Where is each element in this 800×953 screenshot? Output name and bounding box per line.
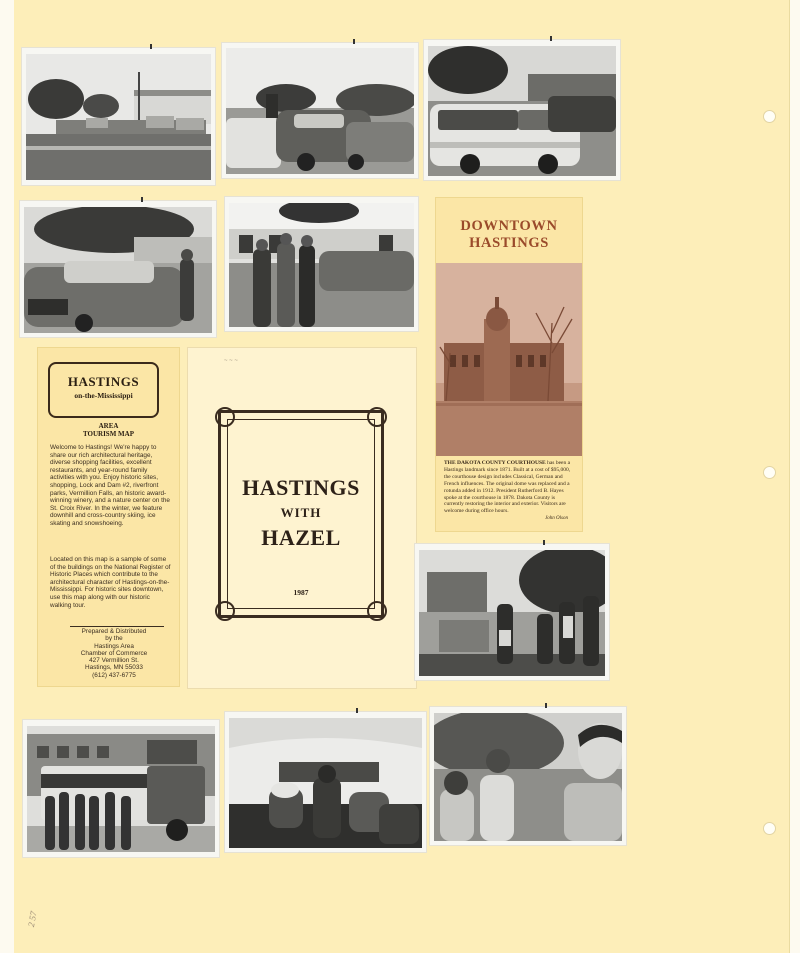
brochure-title: HASTINGS WITH HAZEL <box>242 475 360 550</box>
map-heading: AREA TOURISM MAP <box>82 422 134 438</box>
frame-flourish <box>215 601 235 621</box>
brochure-subtitle: on-the-Mississippi <box>74 391 133 400</box>
brochure-hastings-with-hazel <box>188 348 416 688</box>
frame-flourish <box>215 407 235 427</box>
ornate-frame <box>218 410 384 618</box>
photo-bus-interior <box>225 712 426 852</box>
register-paragraph: Located on this map is a sample of some of the buildings on the National Register of Historic Places which contribute to the architectural character of Hastings-on-the-Mississippi. For historic sites downtown, use this map along with our historic walking tour. <box>50 556 171 609</box>
courthouse-caption: THE DAKOTA COUNTY COURTHOUSE has been a Hastings landmark since 1871. Built at a cost of $95,000, the courthouse design includes Classical, German and French influences. The original dome was replaced and a rotunda added in 1912. President Rutherford B. Hayes spoke at the courthouse in 1878. Dakota County is currently restoring the interior and exterior. Visitors are welcome during office hours. <box>444 460 571 515</box>
welcome-paragraph: Welcome to Hastings! We're happy to share our rich architectural heritage, diverse shopping facilities, excellent restaurants, and year-round family activities with you. Enjoy historic sites, shopping, Lock and Dam #2, riverfront parks, Vermillion Falls, an historic award-winning winery, and a nature center on the St. Croix River. In the winter, we feature downhill and cross-country skiing, ice skating and snowshoeing. <box>50 444 170 527</box>
brochure-downtown-hastings <box>436 198 582 531</box>
photo-bus <box>23 720 219 857</box>
pencil-mark: ~ ~ ~ <box>224 358 238 364</box>
photo-courthouse-group <box>415 544 609 680</box>
brochure-downtown-title: DOWNTOWN HASTINGS <box>460 218 558 251</box>
photo-crowd-closeup <box>430 707 626 845</box>
brochure-year: 1987 <box>293 588 309 597</box>
photo-cars-1 <box>222 43 418 178</box>
prepared-by: Prepared & Distributed by the Hastings Area Chamber of Commerce 427 Vermillion St. Hastings, MN 55033 (612) 437-6775 <box>80 628 148 679</box>
binder-hole <box>763 110 776 123</box>
photo-group-lot <box>225 197 418 331</box>
binder-hole <box>763 822 776 835</box>
frame-flourish <box>367 407 387 427</box>
photo-cars-2 <box>424 40 620 180</box>
page-number: 2 57 <box>26 910 39 928</box>
brochure-title: HASTINGS <box>67 374 140 389</box>
photo-car-man <box>20 201 216 337</box>
binder-hole <box>763 466 776 479</box>
brochure-area-tourism-map <box>38 348 179 686</box>
brochure-title-frame <box>48 362 159 418</box>
divider <box>70 626 164 627</box>
caption-credit: John Olson <box>545 516 568 521</box>
photo-parking-lot <box>22 48 215 185</box>
courthouse-image <box>436 263 582 456</box>
frame-flourish <box>367 601 387 621</box>
